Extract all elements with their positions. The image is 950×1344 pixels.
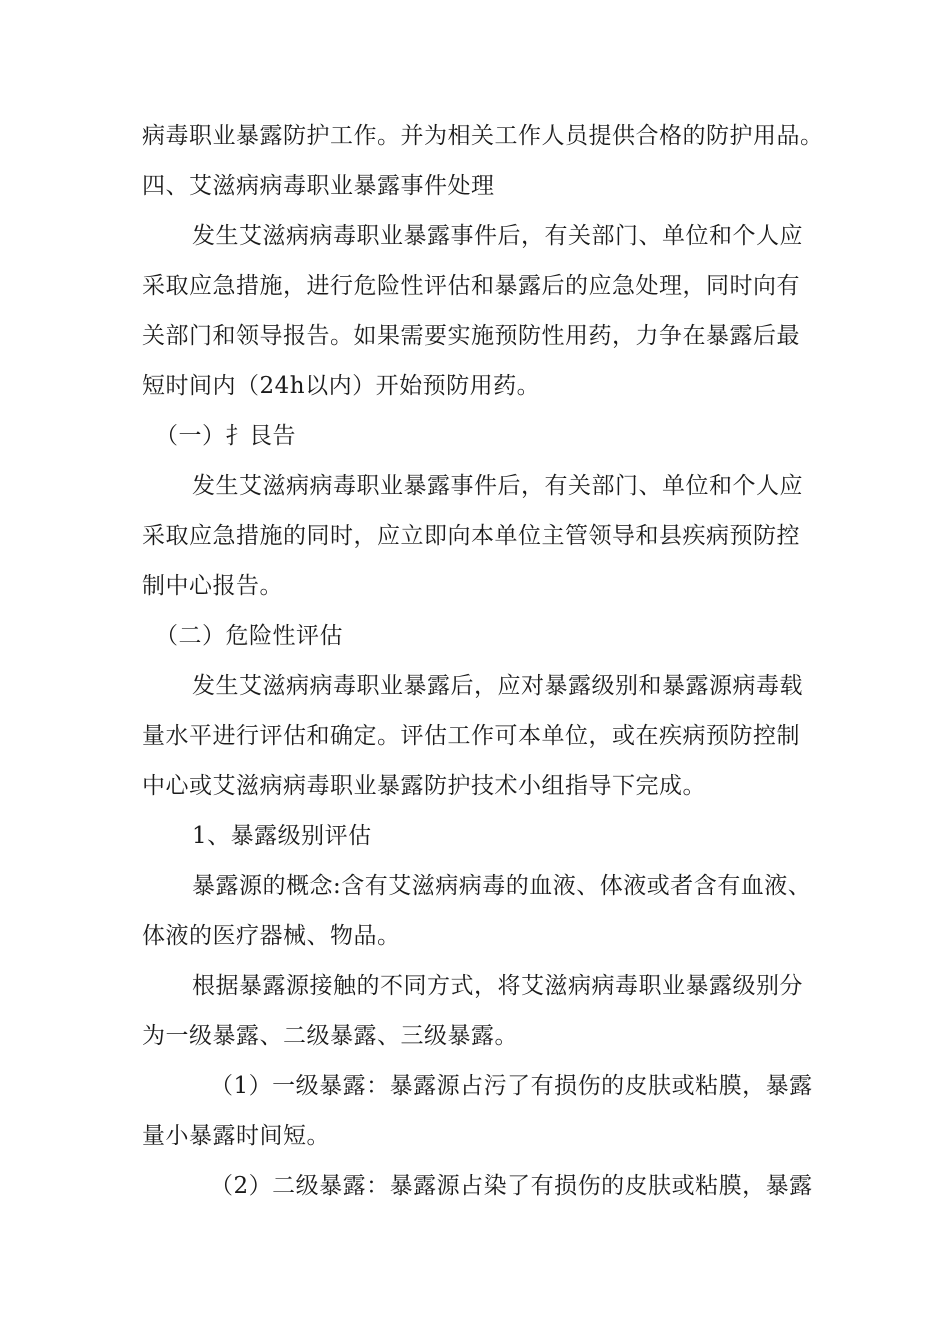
text-line-12: 发生艾滋病病毒职业暴露后，应对暴露级别和暴露源病毒载 xyxy=(192,673,803,699)
text-line-1: 病毒职业暴露防护工作。并为相关工作人员提供合格的防护用品。 xyxy=(142,123,824,149)
text-line-17: 体液的医疗器械、物品。 xyxy=(142,923,401,949)
text-line-3: 发生艾滋病病毒职业暴露事件后，有关部门、单位和个人应 xyxy=(192,223,803,249)
text-line-18: 根据暴露源接触的不同方式，将艾滋病病毒职业暴露级别分 xyxy=(192,973,803,999)
text-line-10: 制中心报告。 xyxy=(142,573,283,599)
text-line-9: 采取应急措施的同时，应立即向本单位主管领导和县疾病预防控 xyxy=(142,523,800,549)
subsection-heading-1: （一）扌艮告 xyxy=(155,423,296,449)
text-line-20: （1）一级暴露：暴露源占污了有损伤的皮肤或粘膜，暴露 xyxy=(210,1073,813,1099)
text-line-8: 发生艾滋病病毒职业暴露事件后，有关部门、单位和个人应 xyxy=(192,473,803,499)
section-heading-4: 四、艾滋病病毒职业暴露事件处理 xyxy=(142,173,495,199)
text-line-6: 短时间内（24h以内）开始预防用药。 xyxy=(142,373,541,399)
text-line-19: 为一级暴露、二级暴露、三级暴露。 xyxy=(142,1023,518,1049)
subsection-heading-2: （二）危险性评估 xyxy=(155,623,343,649)
text-line-16: 暴露源的概念:含有艾滋病病毒的血液、体液或者含有血液、 xyxy=(192,873,812,899)
text-line-4: 采取应急措施，进行危险性评估和暴露后的应急处理，同时向有 xyxy=(142,273,800,299)
text-line-22: （2）二级暴露：暴露源占染了有损伤的皮肤或粘膜，暴露 xyxy=(210,1173,813,1199)
item-heading-1: 1、暴露级别评估 xyxy=(192,823,372,849)
text-line-14: 中心或艾滋病病毒职业暴露防护技术小组指导下完成。 xyxy=(142,773,706,799)
text-line-21: 量小暴露时间短。 xyxy=(142,1123,330,1149)
text-line-13: 量水平进行评估和确定。评估工作可本单位，或在疾病预防控制 xyxy=(142,723,800,749)
text-line-5: 关部门和领导报告。如果需要实施预防性用药，力争在暴露后最 xyxy=(142,323,800,349)
